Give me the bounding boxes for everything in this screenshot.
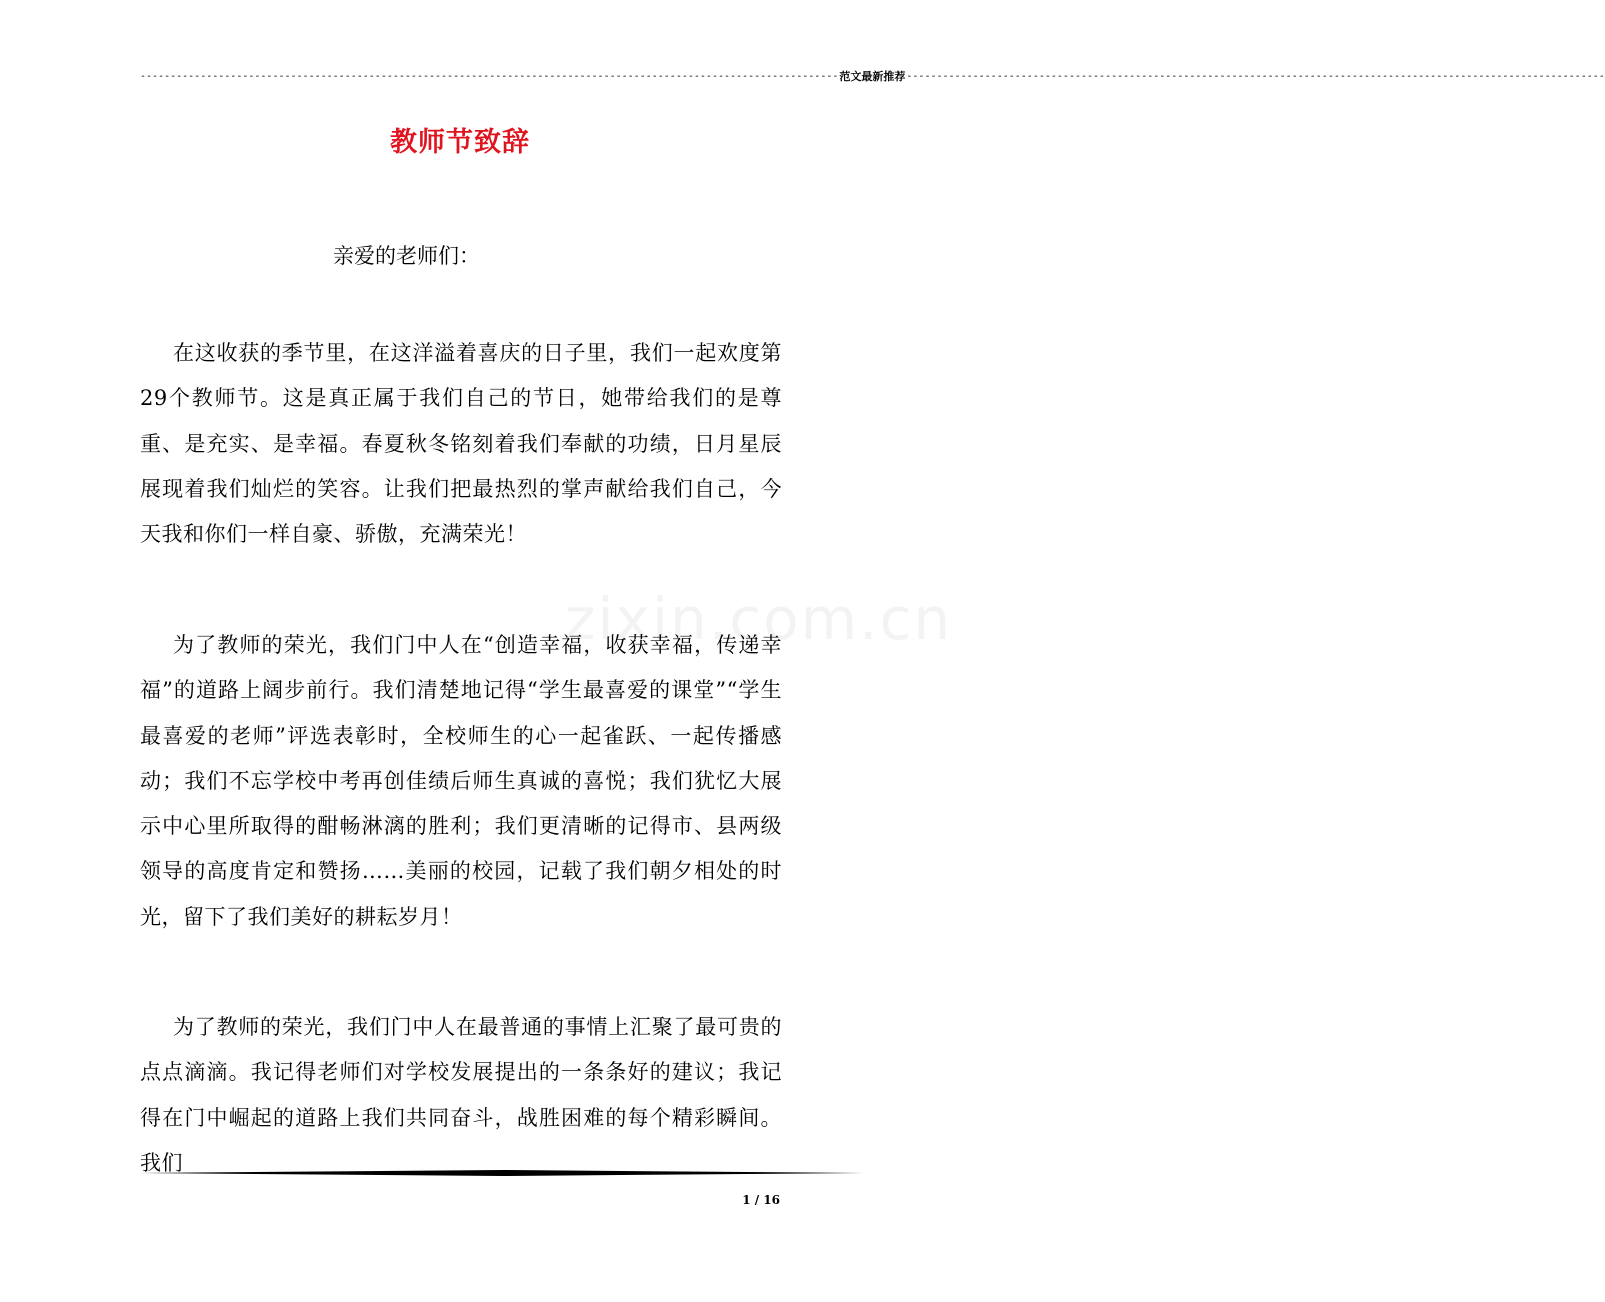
watermark-text: zixin.com.cn bbox=[565, 585, 953, 653]
salutation: 亲爱的老师们： bbox=[333, 244, 480, 268]
header-left-dashes: -------------------------------------------------------------------------------------------------------------------- bbox=[140, 71, 839, 82]
page-header bbox=[140, 70, 1605, 84]
header-right-dashes: -------------------------------------------------------------------------------------------------------------------- bbox=[906, 71, 1605, 82]
header-label: 范文最新推荐 bbox=[839, 70, 906, 83]
paragraph-1: 在这收获的季节里，在这洋溢着喜庆的日子里，我们一起欢度第29个教师节。这是真正属于我们自己的节日，她带给我们的是尊重、是充实、是幸福。春夏秋冬铭刻着我们奉献的功绩，日月星辰展现着我们灿烂的笑容。让我们把最热烈的掌声献给我们自己，今天我和你们一样自豪、骄傲，充满荣光！ bbox=[140, 341, 782, 547]
document-title: 教师节致辞 bbox=[390, 127, 530, 158]
page-number: 1 / 16 bbox=[742, 1193, 780, 1207]
footer-rule bbox=[140, 1170, 864, 1176]
paragraph-2: 为了教师的荣光，我们门中人在“创造幸福，收获幸福，传递幸福”的道路上阔步前行。我们清楚地记得“学生最喜爱的课堂”“学生最喜爱的老师”评选表彰时，全校师生的心一起雀跃、一起传播感动；我们不忘学校中考再创佳绩后师生真诚的喜悦；我们犹忆大展示中心里所取得的酣畅淋漓的胜利；我们更清晰的记得市、县两级领导的高度肯定和赞扬……美丽的校园，记载了我们朝夕相处的时光，留下了我们美好的耕耘岁月！ bbox=[140, 633, 782, 929]
paragraph-3: 为了教师的荣光，我们门中人在最普通的事情上汇聚了最可贵的点点滴滴。我记得老师们对学校发展提出的一条条好的建议；我记得在门中崛起的道路上我们共同奋斗，战胜困难的每个精彩瞬间。我们 bbox=[140, 1015, 782, 1175]
